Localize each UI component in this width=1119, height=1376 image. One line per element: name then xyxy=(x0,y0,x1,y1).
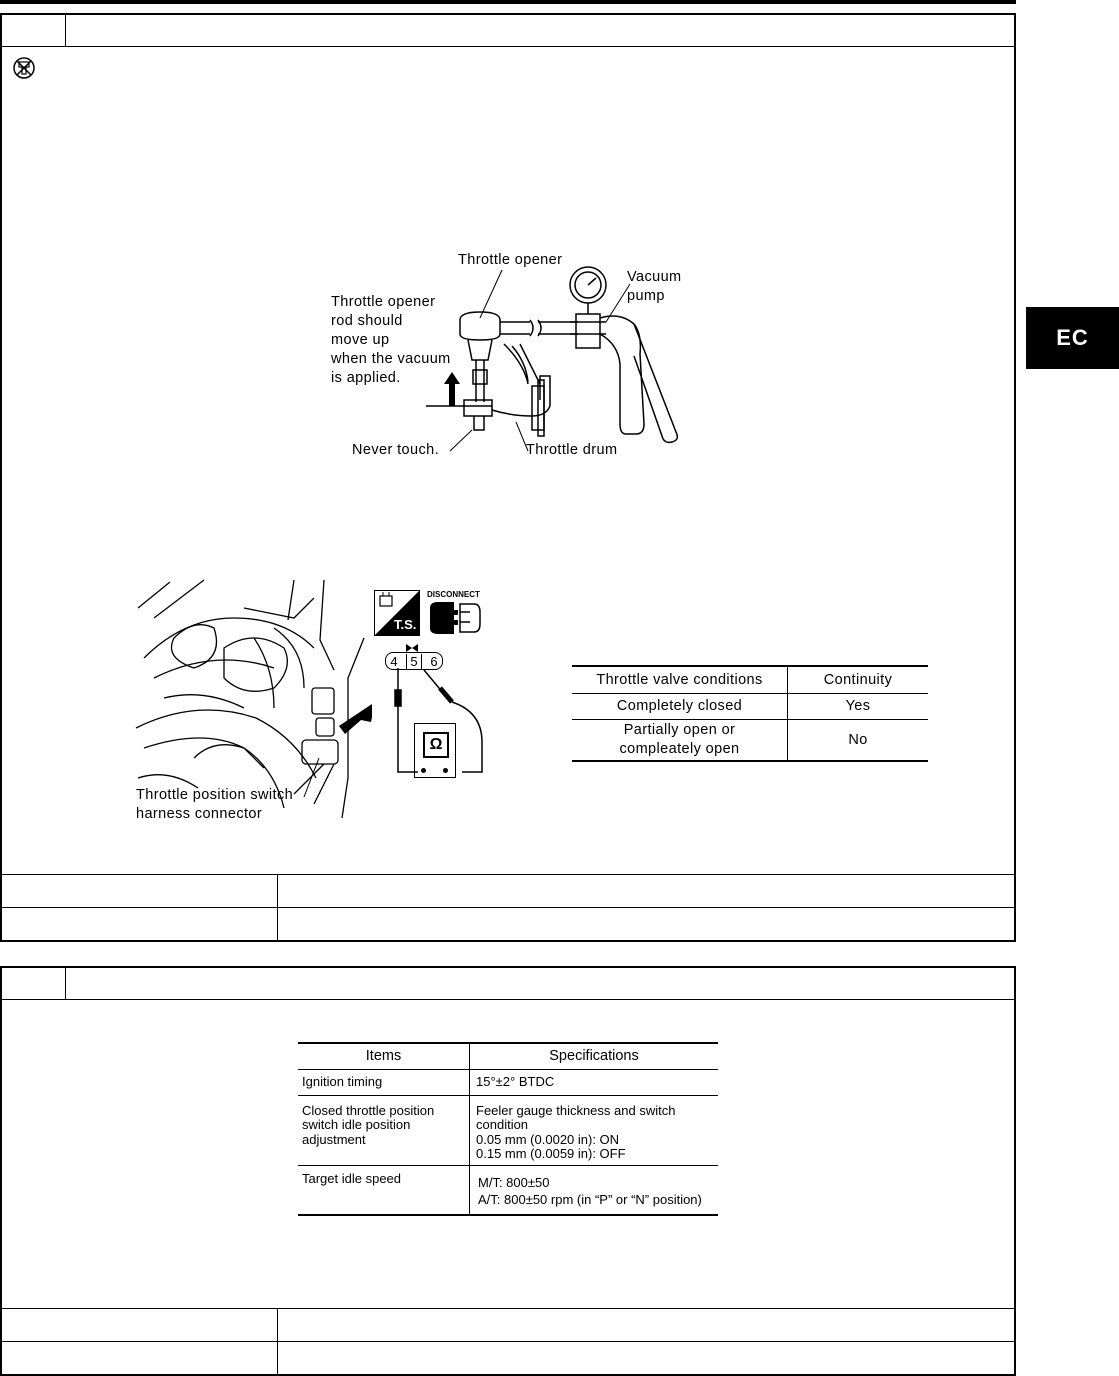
pin-label: 5 xyxy=(406,654,421,669)
step-header-rule xyxy=(0,999,1016,1000)
table-cell xyxy=(298,1165,470,1215)
table-cell xyxy=(572,719,788,761)
label-line: move up xyxy=(331,332,390,348)
pin-marker-icon xyxy=(405,643,419,653)
label-never-touch: Never touch. xyxy=(352,442,440,458)
table-cell xyxy=(298,1069,470,1095)
ohm-symbol: Ω xyxy=(429,736,443,753)
pin-label: 6 xyxy=(430,653,438,669)
cell-line: A/T: 800±50 rpm (in “P” or “N” position) xyxy=(478,1191,702,1207)
table-cell: No xyxy=(848,731,868,748)
cell-line: condition xyxy=(476,1117,529,1132)
cell-line: Ignition timing xyxy=(302,1073,383,1089)
ohm-display xyxy=(423,732,449,758)
result-rule xyxy=(0,874,1016,875)
top-rule xyxy=(0,0,1016,4)
probe-jack xyxy=(443,768,448,773)
step-header-rule xyxy=(0,46,1016,47)
disconnect-badge-text: DISCONNECT xyxy=(427,590,480,599)
step-number-divider xyxy=(65,966,66,999)
ts-badge xyxy=(374,590,420,636)
label-line: Throttle position switch xyxy=(136,787,294,803)
table-cell xyxy=(298,1095,470,1165)
section-tab-ec[interactable] xyxy=(1026,307,1119,369)
spec-table-wrap xyxy=(298,1042,718,1216)
cell-line: 0.05 mm (0.0020 in): ON xyxy=(476,1131,620,1147)
table-header: Specifications xyxy=(470,1043,719,1069)
cell-line: Target idle speed xyxy=(302,1170,402,1186)
label-opener-note xyxy=(331,293,451,388)
section-tab-label: EC xyxy=(1056,325,1089,350)
label-line: rod should xyxy=(331,313,403,329)
disconnect-connector-icon xyxy=(426,600,486,636)
cell-line: 0.15 mm (0.0059 in): OFF xyxy=(476,1146,626,1161)
label-line: when the vacuum xyxy=(331,351,451,367)
label-tps-harness xyxy=(136,786,293,824)
cell-line: Feeler gauge thickness and switch xyxy=(476,1102,676,1118)
table-header: Throttle valve conditions xyxy=(572,666,788,693)
cell-line: 15°±2° BTDC xyxy=(476,1073,555,1089)
cell-line: Closed throttle position xyxy=(302,1102,435,1118)
probe-jack xyxy=(421,768,426,773)
cell-line: adjustment xyxy=(302,1131,366,1147)
table-header: Continuity xyxy=(788,666,929,693)
label-line: is applied. xyxy=(331,370,401,386)
ts-badge-text: T.S. xyxy=(394,617,417,632)
table-header: Items xyxy=(298,1043,470,1069)
table-cell xyxy=(470,1165,719,1215)
table-cell xyxy=(470,1069,719,1095)
label-throttle-opener: Throttle opener xyxy=(458,252,563,268)
result-rule xyxy=(0,1308,1016,1309)
label-line: Throttle opener xyxy=(331,294,436,310)
ohmmeter xyxy=(414,723,456,778)
label-throttle-drum: Throttle drum xyxy=(526,442,618,458)
label-line: pump xyxy=(627,288,665,304)
result-divider xyxy=(277,1308,278,1376)
disconnect-badge xyxy=(426,590,486,638)
no-tool-icon xyxy=(11,55,37,81)
engine-bay-illustration xyxy=(134,578,372,818)
pin-label: 4 xyxy=(390,653,398,669)
step-number-divider xyxy=(65,13,66,46)
label-line: harness connector xyxy=(136,806,263,822)
continuity-table-wrap xyxy=(572,665,928,762)
spec-table xyxy=(298,1042,718,1216)
table-cell: Yes xyxy=(788,693,929,719)
continuity-table xyxy=(572,665,928,762)
cell-line: switch idle position xyxy=(302,1117,411,1132)
table-cell xyxy=(470,1095,719,1165)
cell-line: compleately open xyxy=(619,740,740,757)
result-divider xyxy=(277,874,278,940)
table-cell: Completely closed xyxy=(572,693,788,719)
label-vacuum-pump xyxy=(627,268,682,306)
cell-line: M/T: 800±50 xyxy=(478,1174,550,1190)
result-rule xyxy=(0,1341,1016,1342)
result-rule xyxy=(0,907,1016,908)
label-line: Vacuum xyxy=(627,269,682,285)
cell-line: Partially open or xyxy=(623,721,736,738)
